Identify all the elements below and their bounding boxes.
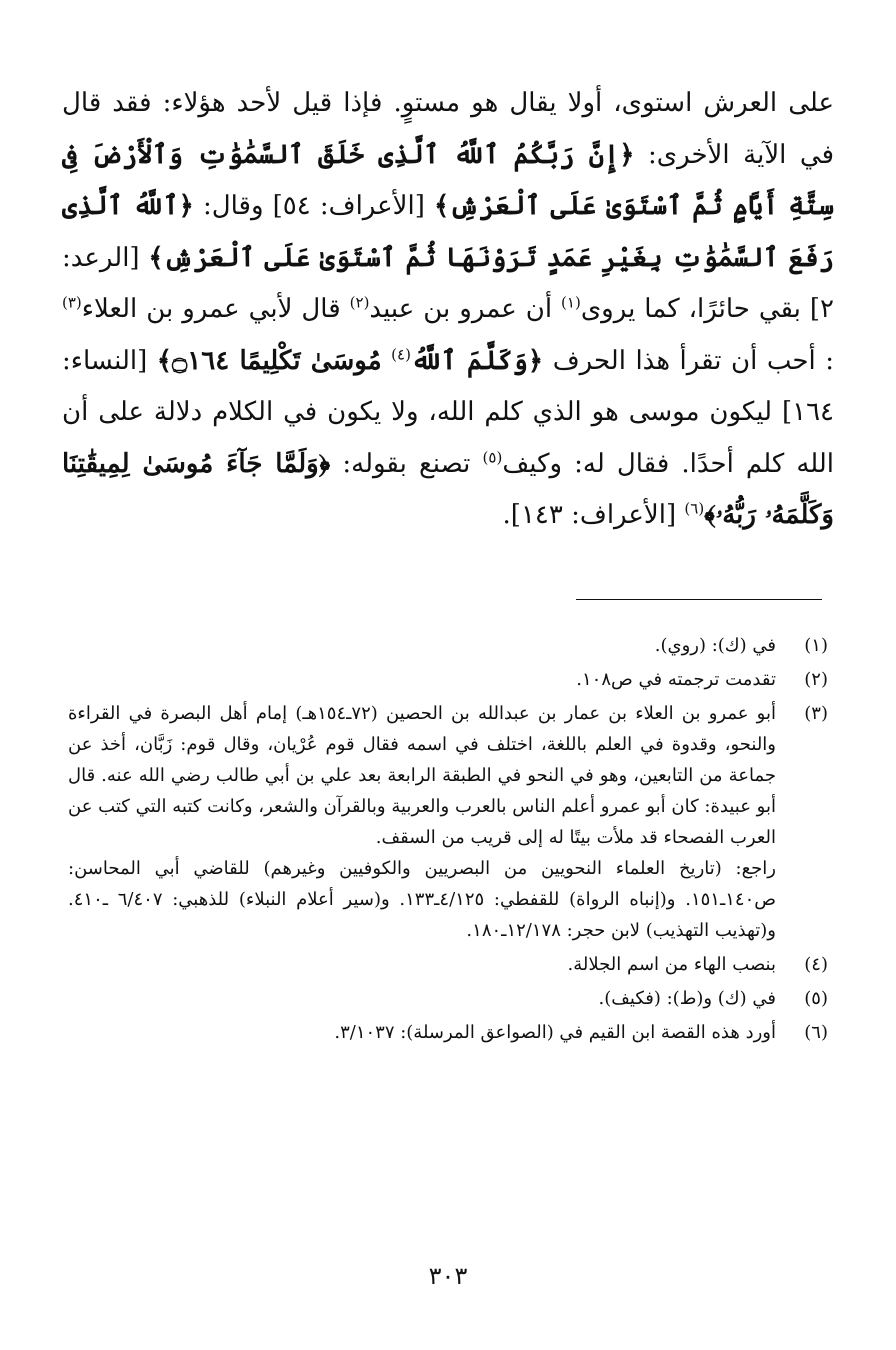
footnote-marker-1: (١)	[561, 293, 581, 312]
footnote-text: أورد هذه القصة ابن القيم في (الصواعق المرسلة): ٣/١٠٣٧.	[334, 1022, 776, 1043]
main-text-segment: : أحب أن تقرأ هذا الحرف	[543, 345, 835, 376]
verse-reference: [الأعراف: ٥٤] وقال:	[193, 191, 425, 221]
footnote-number: (٦)	[804, 1022, 828, 1043]
main-text-segment: قال لأبي عمرو بن العلاء	[81, 294, 341, 324]
footnote-marker-4: (٤)	[391, 344, 411, 363]
footnote-text-container	[68, 949, 776, 980]
main-text-segment: ولا يكون في الكلام دلالة على أن الله كلم أحدًا. فقال له: وكيف	[62, 397, 835, 479]
footnote-marker-5: (٥)	[482, 447, 503, 466]
footnote-number: (١)	[804, 635, 828, 656]
footnote-text: أبو عمرو بن العلاء بن عمار بن عبدالله بن الحصين (٧٢ـ١٥٤هـ) إمام أهل البصرة في القراءة والنحو، وقدوة في العلم باللغة، اختلف في اسمه فقال قوم عُرْيان، وقال قوم: زَبَّان، أخذ عن جماعة من التابعين، وهو في النحو في الطبقة الرابعة بعد علي بن أبي طالب رضي الله عنه. قال أبو عبيدة: كان أبو عمرو أعلم الناس بالعرب والعربية وبالقرآن والشعر، وكانت كتبه التي كتب عن العرب الفصحاء قد ملأت بيتًا له إلى قريب من السقف.	[68, 703, 776, 848]
verse-reference: [الأعراف: ١٤٣].	[502, 500, 677, 530]
page-number: ٣٠٣	[428, 1262, 468, 1290]
main-text-segment: أن عمرو بن عبيد	[369, 294, 553, 324]
quran-verse-nisa-164-part2: مُوسَىٰ تَكْلِيمًا ۝١٦٤﴾	[156, 345, 382, 376]
footnote-marker-3: (٣)	[62, 293, 82, 312]
main-text-segment: تصنع بقوله:	[330, 448, 471, 479]
footnote-text: بنصب الهاء من اسم الجلالة.	[567, 954, 776, 975]
footnote-marker-6: (٦)	[684, 499, 705, 518]
footnotes-section	[68, 630, 828, 1051]
footnote-text-container	[68, 664, 776, 695]
footnote-text-container	[68, 983, 776, 1014]
main-text-block	[62, 78, 834, 542]
footnote-text: في (ك): (روي).	[654, 635, 776, 656]
footnote-item	[68, 664, 828, 695]
footnote-text: في (ك) و(ط): (فكيف).	[598, 988, 776, 1009]
footnote-text: تقدمت ترجمته في ص١٠٨.	[576, 669, 776, 690]
footnote-number: (٣)	[804, 703, 828, 724]
footnote-item	[68, 949, 828, 980]
footnote-number: (٥)	[804, 988, 828, 1009]
verse-reference: [النساء: ١٦٤] ليكون موسى هو الذي كلم الله،	[62, 345, 835, 427]
footnote-marker-2: (٢)	[349, 293, 370, 312]
footnote-references: راجع: (تاريخ العلماء النحويين من البصريين والكوفيين وغيرهم) للقاضي أبي المحاسن: ص١٤٠ـ١٥١. و(إنباه الرواة) للقفطي: ٤/١٢٥ـ١٣٣. و(سير أعلام النبلاء) للذهبي: ٦/٤٠٧ ـ٤١٠. و(تهذيب التهذيب) لابن حجر: ١٢/١٧٨ـ١٨٠.	[68, 858, 777, 941]
footnote-text-container	[68, 630, 776, 661]
quran-verse-nisa-164-part1: ﴿وَكَلَّمَ ٱللَّهُ	[410, 345, 544, 376]
footnote-text-container	[68, 698, 776, 946]
footnote-item	[68, 698, 828, 946]
main-text-segment: فقد قال في الآية الأخرى:	[62, 88, 834, 170]
quran-verse-araf-143: ﴿وَلَمَّا جَآءَ مُوسَىٰ لِمِيقَٰتِنَا وَكَلَّمَهُۥ رَبُّهُۥ﴾	[62, 448, 834, 530]
footnote-separator	[576, 599, 822, 600]
footnote-text-container	[68, 1017, 776, 1048]
verse-reference: [الرعد: ٢]	[62, 242, 835, 324]
footnote-number: (٤)	[804, 954, 828, 975]
footnote-item	[68, 1017, 828, 1048]
quran-verse-araf-54: ﴿إِنَّ رَبَّكُمُ ٱللَّهُ ٱلَّذِى خَلَقَ ٱلسَّمَٰوَٰتِ وَٱلْأَرْضَ فِى سِتَّةِ أَيَّامٍ ثُمَّ ٱسْتَوَىٰ عَلَى ٱلْعَرْشِ﴾	[62, 139, 835, 221]
footnote-item	[68, 983, 828, 1014]
main-text-segment: على العرش استوى، أولا يقال هو مستوٍ. فإذا قيل لأحد هؤلاء:	[162, 88, 834, 118]
quran-verse-raad-2: ﴿ٱللَّهُ ٱلَّذِى رَفَعَ ٱلسَّمَٰوَٰتِ بِغَيْرِ عَمَدٍ تَرَوْنَهَا ثُمَّ ٱسْتَوَىٰ عَلَى ٱلْعَرْشِ﴾	[62, 191, 835, 273]
footnote-item	[68, 630, 828, 661]
main-text-segment: بقي حائرًا، كما يروى	[580, 294, 801, 324]
footnote-number: (٢)	[804, 669, 828, 690]
main-paragraph	[62, 78, 834, 542]
